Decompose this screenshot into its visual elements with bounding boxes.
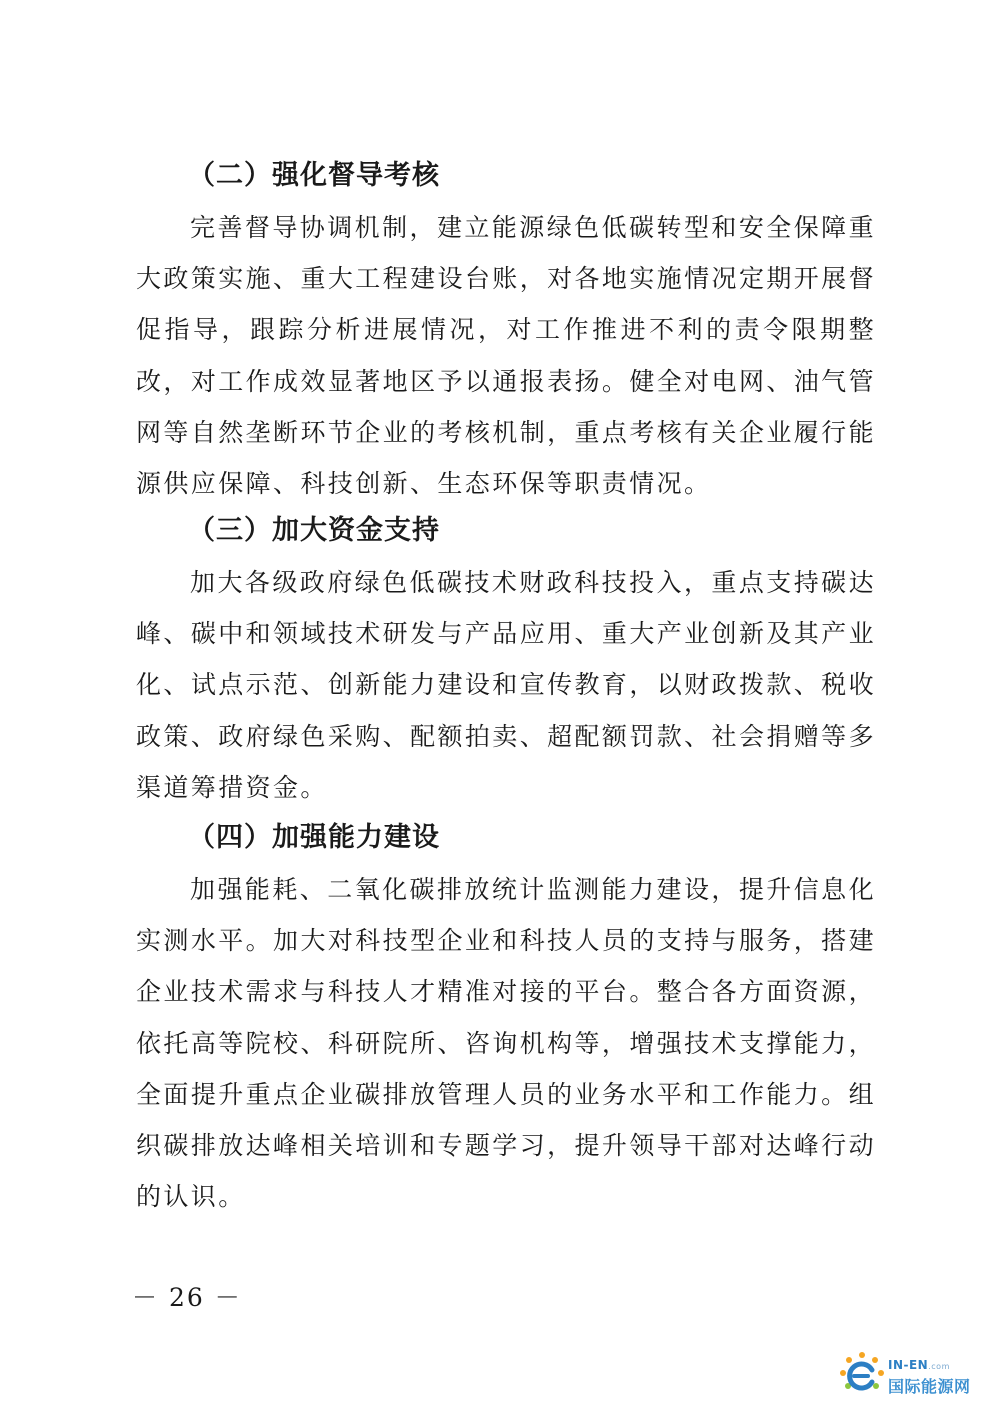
page-number: － 26 － <box>132 1283 242 1312</box>
watermark-site-name: 国际能源网 <box>888 1377 971 1396</box>
watermark-top-text: IN-EN <box>888 1358 929 1372</box>
section-oversight <box>136 150 876 509</box>
watermark-site-code <box>888 1358 950 1372</box>
section-paragraph: 加大各级政府绿色低碳技术财政科技投入，重点支持碳达峰、碳中和领域技术研发与产品应用、重大产业创新及其产业化、试点示范、创新能力建设和宣传教育，以财政拨款、税收政策、政府绿色采购、配额拍卖、超配额罚款、社会捐赠等多渠道筹措资金。 <box>136 568 876 802</box>
section-heading: （三）加大资金支持 <box>188 515 440 546</box>
section-funding <box>136 505 876 813</box>
section-paragraph: 完善督导协调机制，建立能源绿色低碳转型和安全保障重大政策实施、重大工程建设台账，对各地实施情况定期开展督促指导，跟踪分析进展情况，对工作推进不利的责令限期整改，对工作成效显著地区予以通报表扬。健全对电网、油气管网等自然垄断环节企业的考核机制，重点考核有关企业履行能源供应保障、科技创新、生态环保等职责情况。 <box>136 213 876 499</box>
sun-logo-icon <box>838 1350 886 1398</box>
watermark-top-suffix: .com <box>928 1362 950 1371</box>
section-heading: （四）加强能力建设 <box>188 822 440 853</box>
section-heading: （二）强化督导考核 <box>188 160 440 191</box>
section-paragraph: 加强能耗、二氧化碳排放统计监测能力建设，提升信息化实测水平。加大对科技型企业和科技人员的支持与服务，搭建企业技术需求与科技人才精准对接的平台。整合各方面资源，依托高等院校、科研院所、咨询机构等，增强技术支撑能力，全面提升重点企业碳排放管理人员的业务水平和工作能力。组织碳排放达峰相关培训和专题学习，提升领导干部对达峰行动的认识。 <box>136 875 876 1212</box>
section-capacity <box>136 812 876 1222</box>
watermark-logo <box>838 1344 988 1406</box>
